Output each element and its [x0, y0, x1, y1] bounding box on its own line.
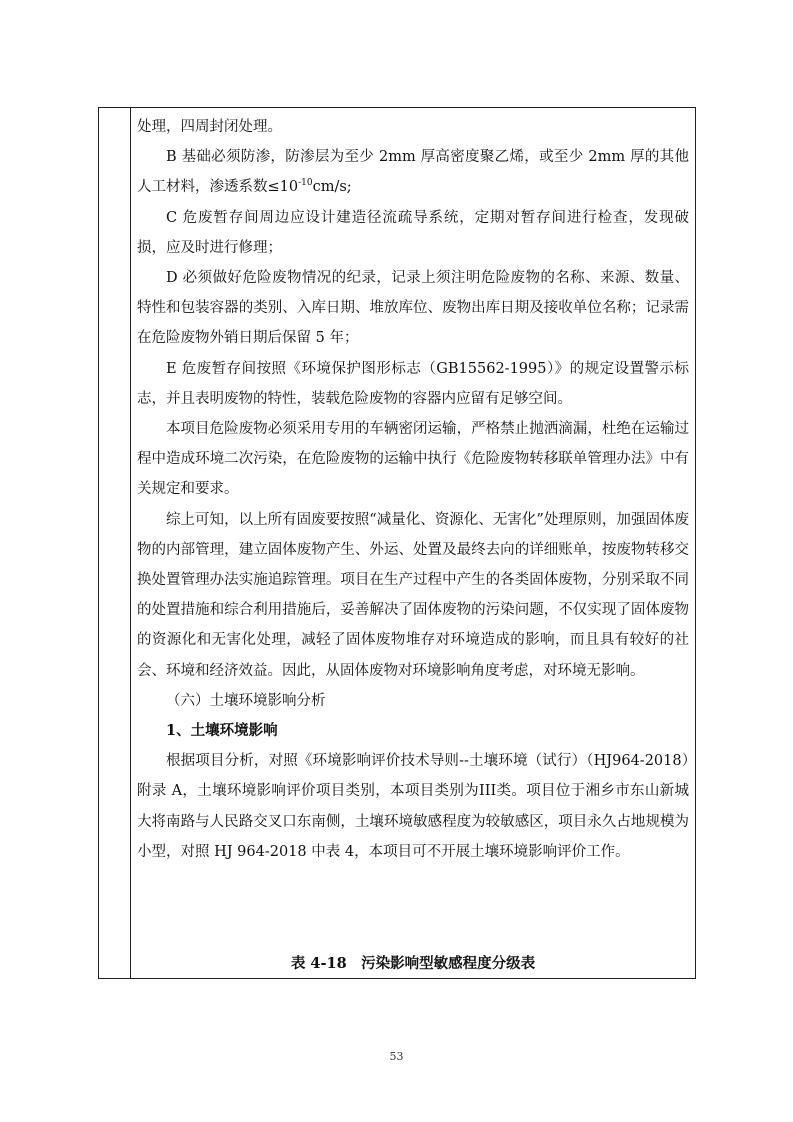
table-bottom-border — [98, 978, 696, 979]
subsection-heading: 1、土壤环境影响 — [166, 722, 278, 740]
paragraph-7: 综上可知，以上所有固废要按照“减量化、资源化、无害化”处理原则，加强固体废物的内部管理，建立固体废物产生、外运、处置及最终去向的详细账单，按废物转移交换处置管理办法实施追踪管理。项目在生产过程中产生的各类固体废物，分别采取不同的处置措施和综合利用措施后，妥善解决了固体废物的污染问题，不仅实现了固体废物的资源化和无害化处理，减轻了固体废物堆存对环境造成的影响，而且具有较好的社会、环境和经济效益。因此，从固体废物对环境影响角度考虑，对环境无影响。 — [137, 511, 689, 679]
paragraph-2-text: B 基础必须防渗，防渗层为至少 2mm 厚高密度聚乙烯，或至少 2mm 厚的其他人工材料，渗透系数≤10 — [137, 149, 689, 196]
paragraph-2 — [137, 142, 689, 202]
document-body — [137, 112, 689, 867]
paragraph-6: 本项目危险废物必须采用专用的车辆密闭运输，严格禁止抛洒滴漏，杜绝在运输过程中造成环境二次污染，在危险废物的运输中执行《危险废物转移联单管理办法》中有关规定和要求。 — [137, 421, 689, 498]
table-caption: 表 4-18 污染影响型敏感程度分级表 — [290, 955, 536, 972]
table-column-divider — [130, 107, 131, 978]
page-number: 53 — [389, 1050, 404, 1063]
paragraph-4: D 必须做好危险废物情况的纪录，记录上须注明危险废物的名称、来源、数量、特性和包装容器的类别、入库日期、堆放库位、废物出库日期及接收单位名称；记录需在危险废物外销日期后保留 5 年； — [137, 270, 689, 347]
paragraph-2-exponent: -10 — [298, 178, 313, 189]
paragraph-1: 处理，四周封闭处理。 — [137, 119, 282, 135]
section-heading: （六）土壤环境影响分析 — [166, 692, 326, 709]
paragraph-2-unit: cm/s; — [312, 179, 352, 196]
paragraph-3: C 危废暂存间周边应设计建造径流疏导系统，定期对暂存间进行检查，发现破损，应及时进行修理； — [137, 209, 689, 256]
paragraph-5: E 危废暂存间按照《环境保护图形标志（GB15562-1995）》的规定设置警示标志，并且表明废物的特性，装载危险废物的容器内应留有足够空间。 — [137, 360, 689, 407]
paragraph-8: 根据项目分析，对照《环境影响评价技术导则--土壤环境（试行）（HJ964-2018）附录 A，土壤环境影响评价项目类别，本项目类别为III类。项目位于湘乡市东山新城大将南路与人民路交叉口东南侧，土壤环境敏感程度为较敏感区，项目永久占地规模为小型，对照 HJ 964-2018 中表 4，本项目可不开展土壤环境影响评价工作。 — [137, 753, 689, 860]
